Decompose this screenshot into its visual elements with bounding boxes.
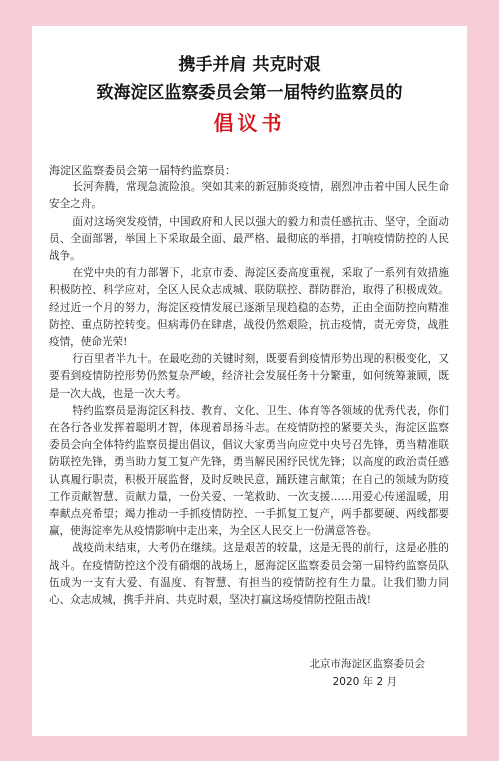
title-line-1: 携手并肩 共克时艰 [178,55,321,75]
paragraph: 面对这场突发疫情，中国政府和人民以强大的毅力和责任感抗击、坚守，全面动员、全面部署，举国上下采取最全面、最严格、最彻底的举措，打响疫情防控的人民战争。 [49,215,449,263]
title-line-2: 致海淀区监察委员会第一届特约监察员的 [96,83,403,103]
paragraph: 战疫尚未结束，大考仍在继续。这是艰苦的较量，这是无畏的前行，这是必胜的战斗。在疫情防控这个没有硝烟的战场上，愿海淀区监察委员会第一届特约监察员队伍成为一支有大爱、有温度、有智慧、有担当的疫情防控有生力量。让我们勠力同心、众志成城，携手并肩、共克时艰，坚决打赢这场疫情防控阻击战! [49,542,449,607]
signature-date: 2020 年 2 月 [332,676,397,688]
letter-page [32,26,467,736]
signature-organization: 北京市海淀区监察委员会 [309,658,425,670]
paragraph: 特约监察员是海淀区科技、教育、文化、卫生、体育等各领域的优秀代表，你们在各行各业发挥着聪明才智，体现着昂扬斗志。在疫情防控的紧要关头，海淀区监察委员会向全体特约监察员提出倡议，倡议大家勇当向应党中央号召先锋，勇当精准联防联控先锋，勇当助力复工复产先锋，勇当解民困纾民忧先锋；以高度的政治责任感认真履行职责，积极开展监督，及时反映民意，踊跃建言献策；在自己的领域为防疫工作贡献智慧、贡献力量，一份关爱、一笔救助、一次支援……用爱心传递温暖，用奉献点亮希望；竭力推动一手抓疫情防控、一手抓复工复产，两手都要硬、两线都要赢，使海淀率先从疫情影响中走出来，为全区人民交上一份满意答卷。 [49,404,449,538]
salutation: 海淀区监察委员会第一届特约监察员： [49,164,236,177]
document-heading: 倡议书 [213,111,286,135]
paragraph: 在党中央的有力部署下，北京市委、海淀区委高度重视，采取了一系列有效措施积极防控、科学应对，全区人民众志成城、联防联控、群防群治，取得了积极成效。经过近一个月的努力，海淀区疫情发展已逐渐呈现趋稳的态势，正由全面防控向精准防控、重点防控转变。但病毒仍在肆虐，战役仍然艰险，抗击疫情，责无旁贷，战胜疫情，使命光荣! [49,267,449,349]
paragraph: 行百里者半九十。在最吃劲的关键时刻，既要看到疫情形势出现的积极变化，又要看到疫情防控形势仍然复杂严峻，经济社会发展任务十分繁重，如何统筹兼顾，既是一次大战，也是一次大考。 [49,353,449,400]
paragraph: 长河奔腾，常现急流险浪。突如其来的新冠肺炎疫情，剧烈冲击着中国人民生命安全之舟。 [49,181,449,211]
letter-body [49,162,449,609]
